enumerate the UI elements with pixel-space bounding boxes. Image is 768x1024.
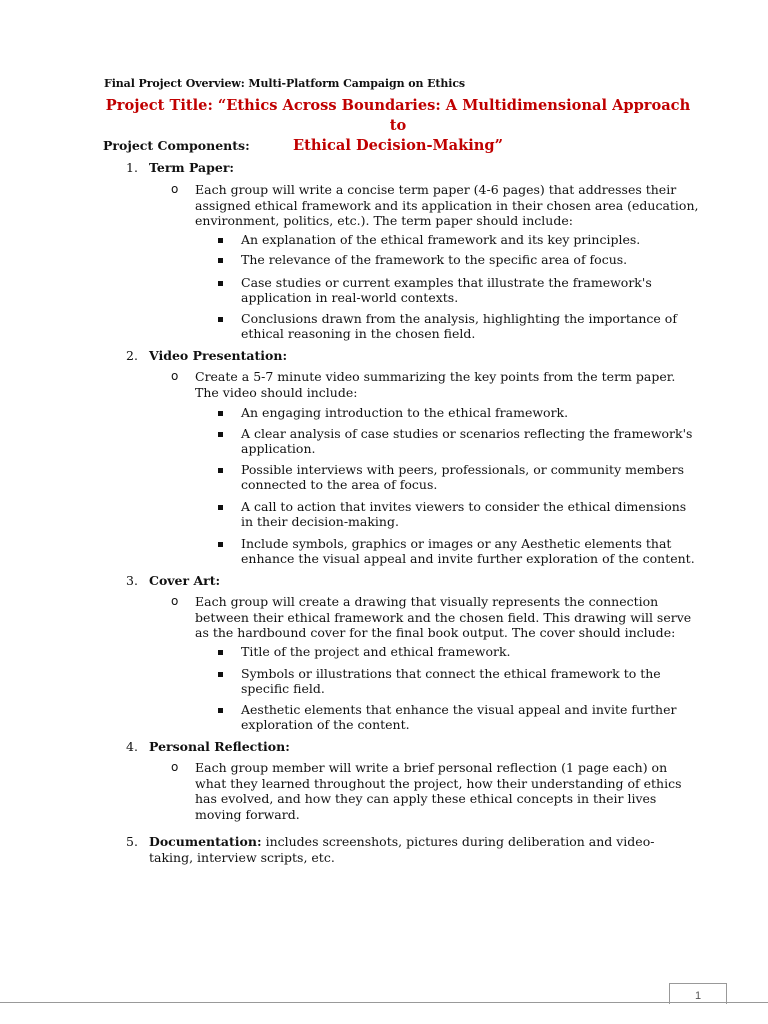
component-number: 2. xyxy=(126,348,138,363)
list-item: The relevance of the framework to the specific area of focus. xyxy=(241,252,628,267)
footer-rule xyxy=(0,1002,768,1003)
list-item: Symbols or illustrations that connect the ethical framework to the specific field. xyxy=(241,666,661,696)
square-bullet xyxy=(218,708,223,713)
circle-bullet: o xyxy=(171,369,179,383)
component-documentation xyxy=(149,834,689,865)
square-bullet xyxy=(218,238,223,243)
component-description: Each group will write a concise term paper (4-6 pages) that addresses their assigned ethical framework and its application in their chosen area (education, environment, politics, etc.). The term paper should include: xyxy=(195,182,699,228)
list-item: Conclusions drawn from the analysis, highlighting the importance of ethical reasoning in the chosen field. xyxy=(241,311,677,341)
project-title-line-1: Project Title: “Ethics Across Boundaries: A Multidimensional Approach to xyxy=(105,97,691,134)
component-description: Each group will create a drawing that visually represents the connection between their ethical framework and the chosen field. This drawing will serve as the hardbound cover for the final book output. The cover should include: xyxy=(195,594,692,640)
component-title: Term Paper: xyxy=(149,160,235,175)
component-number: 4. xyxy=(126,739,138,754)
project-title-line-2: Ethical Decision-Making” xyxy=(293,137,503,154)
list-item: An explanation of the ethical framework and its key principles. xyxy=(241,232,641,247)
square-bullet xyxy=(218,542,223,547)
list-item: A call to action that invites viewers to consider the ethical dimensions in their decision-making. xyxy=(241,499,687,529)
square-bullet xyxy=(218,432,223,437)
page-number: 1 xyxy=(694,990,702,1002)
square-bullet xyxy=(218,672,223,677)
circle-bullet: o xyxy=(171,594,179,608)
component-title: Personal Reflection: xyxy=(149,739,290,754)
square-bullet xyxy=(218,411,223,416)
component-number: 5. xyxy=(126,834,138,849)
square-bullet xyxy=(218,281,223,286)
component-title: Video Presentation: xyxy=(149,348,288,363)
square-bullet xyxy=(218,468,223,473)
square-bullet xyxy=(218,650,223,655)
square-bullet xyxy=(218,505,223,510)
list-item: Case studies or current examples that illustrate the framework's application in real-world contexts. xyxy=(241,275,652,305)
list-item: Title of the project and ethical framework. xyxy=(241,644,511,659)
square-bullet xyxy=(218,258,223,263)
component-text: includes screenshots, pictures during deliberation and video-taking, interview scripts, etc. xyxy=(149,834,655,865)
component-number: 3. xyxy=(126,573,138,588)
list-item: Include symbols, graphics or images or any Aesthetic elements that enhance the visual appeal and invite further exploration of the content. xyxy=(241,536,695,566)
page-number-box xyxy=(669,983,727,1004)
component-description: Each group member will write a brief personal reflection (1 page each) on what they learned throughout the project, how their understanding of ethics has evolved, and how they can apply these ethical concepts in their lives moving forward. xyxy=(195,760,682,822)
component-number: 1. xyxy=(126,160,138,175)
list-item: Aesthetic elements that enhance the visual appeal and invite further exploration of the content. xyxy=(241,702,677,732)
overview-heading: Final Project Overview: Multi-Platform Campaign on Ethics xyxy=(104,77,466,90)
list-item: An engaging introduction to the ethical framework. xyxy=(241,405,569,420)
circle-bullet: o xyxy=(171,182,179,196)
component-title: Documentation: xyxy=(149,834,262,849)
components-heading: Project Components: xyxy=(103,138,250,153)
list-item: A clear analysis of case studies or scenarios reflecting the framework's application. xyxy=(241,426,693,456)
component-description: Create a 5-7 minute video summarizing the key points from the term paper. The video should include: xyxy=(195,369,676,400)
list-item: Possible interviews with peers, professionals, or community members connected to the area of focus. xyxy=(241,462,684,492)
square-bullet xyxy=(218,317,223,322)
component-title: Cover Art: xyxy=(149,573,221,588)
circle-bullet: o xyxy=(171,760,179,774)
